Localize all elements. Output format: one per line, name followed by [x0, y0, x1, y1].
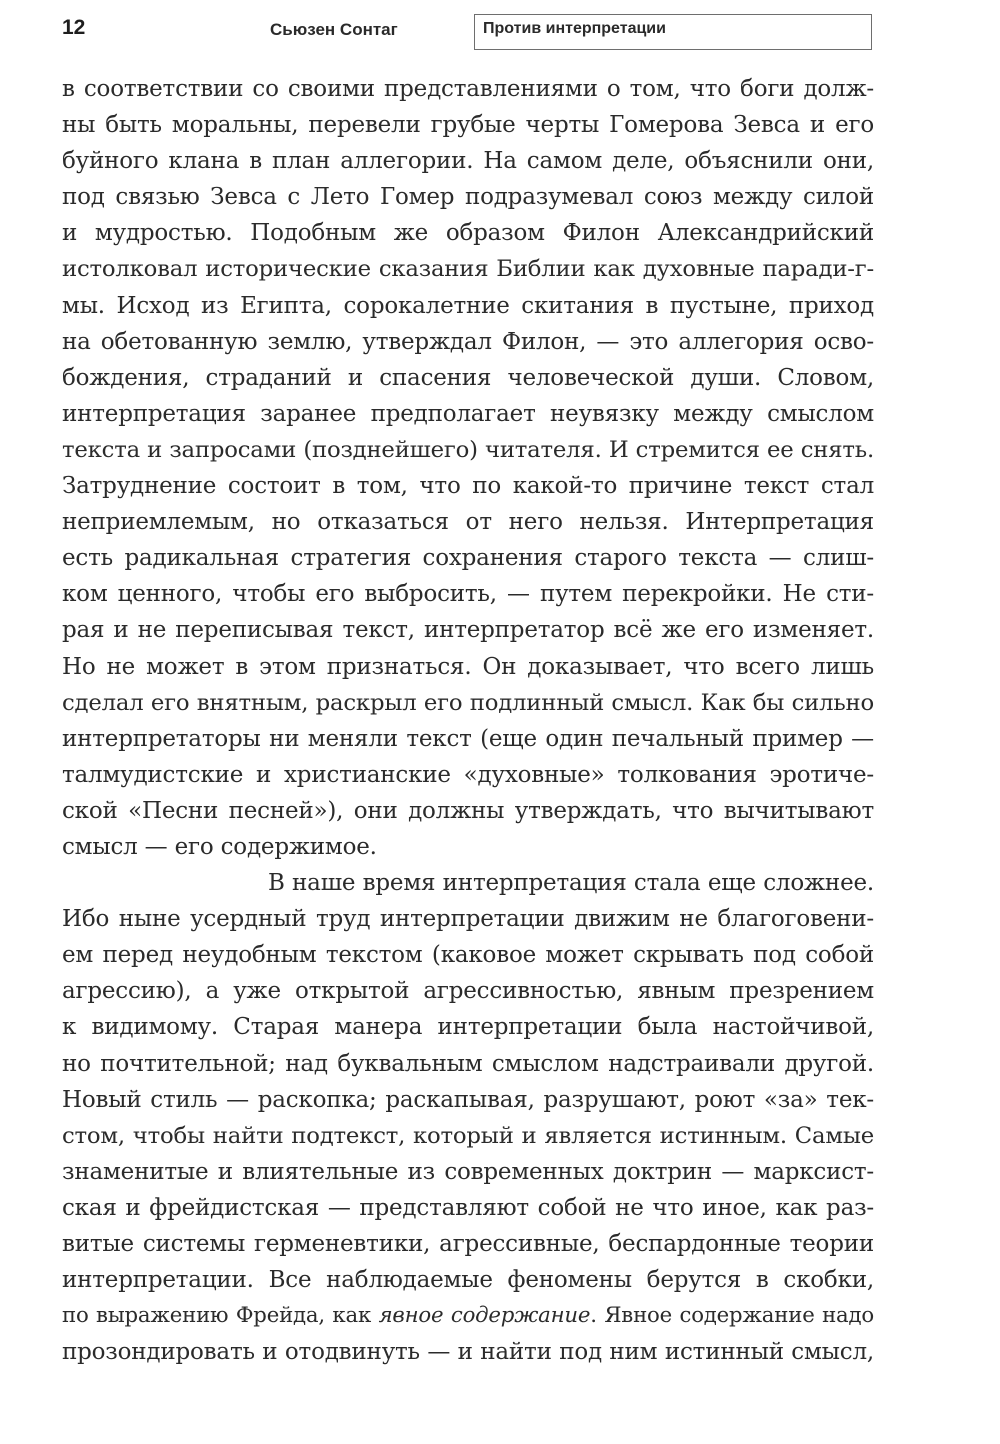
text-line: ны быть моральны, перевели грубые черты Гомерова Зевса и его	[62, 112, 874, 139]
paragraph-start-line: В наше время интерпретация стала еще сложнее.	[268, 870, 874, 897]
text-line: Но не может в этом признаться. Он доказывает, что всего лишь	[62, 653, 874, 680]
text-line: под связью Зевса с Лето Гомер подразумевал союз между силой	[62, 184, 874, 211]
text-line: ская и фрейдистская — представляют собой не что иное, как раз-	[62, 1194, 874, 1221]
text-line: Ибо ныне усердный труд интерпретации движим не благоговени-	[62, 906, 874, 933]
paragraph-end-line: смысл — его содержимое.	[62, 833, 377, 860]
text-line: ем перед неудобным текстом (каковое может скрывать под собой	[62, 942, 874, 969]
book-title: Против интерпретации	[483, 20, 666, 37]
text-line: есть радикальная стратегия сохранения старого текста — слиш-	[62, 545, 874, 572]
text-line: Новый стиль — раскопка; раскапывая, разрушают, роют «за» тек-	[62, 1086, 874, 1113]
text-line: текста и запросами (позднейшего) читателя. И стремится ее снять.	[62, 436, 874, 463]
text-line: интерпретаторы ни меняли текст (еще один печальный пример —	[62, 725, 874, 752]
text-line: прозондировать и отодвинуть — и найти под ним истинный смысл,	[62, 1339, 874, 1366]
text-line: истолковал исторические сказания Библии как духовные паради-г-	[62, 256, 874, 283]
text-line: стом, чтобы найти подтекст, который и является истинным. Самые	[62, 1122, 874, 1149]
text-line: интерпретация заранее предполагает неувязку между смыслом	[62, 400, 874, 427]
text-line: Затруднение состоит в том, что по какой-то причине текст стал	[62, 473, 874, 500]
author-name: Сьюзен Сонтаг	[270, 20, 398, 39]
text-line: на обетованную землю, утверждал Филон, — это аллегория осво-	[62, 328, 874, 355]
emphasis-text: явное содержание	[378, 1303, 591, 1329]
running-header	[0, 14, 1000, 58]
text-line: в соответствии со своими представлениями о том, что боги долж-	[62, 76, 874, 102]
text-line: ком ценного, чтобы его выбросить, — путем перекройки. Не сти-	[62, 581, 874, 608]
page-number: 12	[62, 16, 86, 39]
body-text	[62, 71, 874, 1370]
text-line: талмудистские и христианские «духовные» толкования эротиче-	[62, 761, 874, 788]
text-line: буйного клана в план аллегории. На самом деле, объяснили они,	[62, 148, 874, 175]
text-line: бождения, страданий и спасения человеческой души. Словом,	[62, 364, 874, 391]
text-segment: по выражению Фрейда, как	[62, 1303, 379, 1329]
text-line: неприемлемым, но отказаться от него нельзя. Интерпретация	[62, 509, 874, 536]
text-line: витые системы герменевтики, агрессивные, беспардонные теории	[62, 1231, 874, 1257]
text-line: сделал его внятным, раскрыл его подлинный смысл. Как бы сильно	[62, 689, 874, 716]
text-line: рая и не переписывая текст, интерпретатор всё же его изменяет.	[62, 617, 874, 644]
text-line: агрессию), а уже открытой агрессивностью, явным презрением	[62, 978, 874, 1005]
text-line: ской «Песни песней»), они должны утверждать, что вычитывают	[62, 797, 874, 824]
text-line: интерпретации. Все наблюдаемые феномены берутся в скобки,	[62, 1267, 874, 1294]
text-segment: . Явное содержание надо	[590, 1303, 874, 1329]
text-line-with-emphasis	[62, 1298, 874, 1334]
text-line: и мудростью. Подобным же образом Филон Александрийский	[62, 220, 874, 247]
text-line: но почтительной; над буквальным смыслом надстраивали другой.	[62, 1050, 874, 1077]
text-line: знаменитые и влиятельные из современных доктрин — марксист-	[62, 1158, 874, 1185]
book-title-box	[474, 14, 872, 50]
text-line: к видимому. Старая манера интерпретации была настойчивой,	[62, 1014, 874, 1041]
text-line: мы. Исход из Египта, сорокалетние скитания в пустыне, приход	[62, 292, 874, 319]
